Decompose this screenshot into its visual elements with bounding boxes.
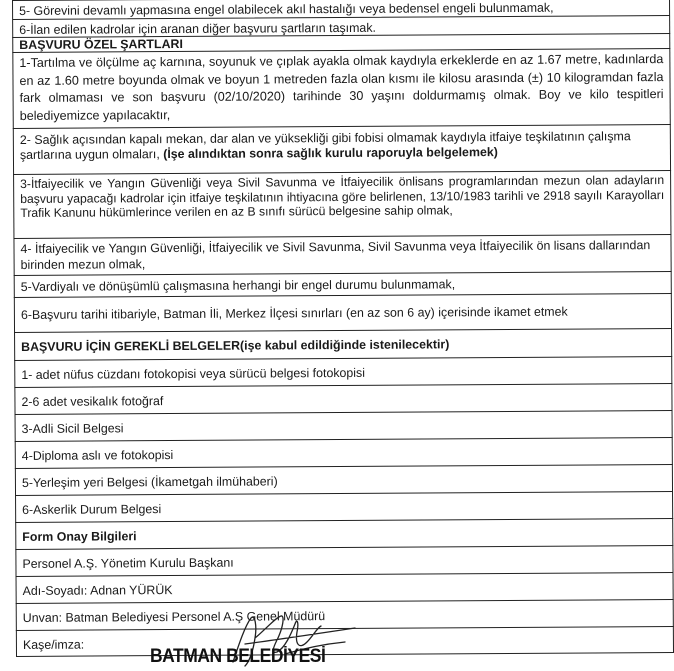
row-text: 4-Diploma aslı ve fotokopisi [21,448,174,463]
document-2-row [14,384,672,415]
row-text: 5-Vardiyalı ve dönüşümlü çalışmasına herhangi bir engel durumu bulunmamak, [20,277,456,294]
section-title: BAŞVURU ÖZEL ŞARTLARI [19,36,183,52]
document-6-row [15,492,673,523]
document-3-row [15,411,673,442]
row-text: 4- İtfaiyecilik ve Yangın Güvenliği, İtfaiyecilik ve Sivil Savunma, Sivil Savunma veya İtfaiyecilik ön lisans dallarından birinden mezun olmak, [20,238,651,272]
row-bold-text: (İşe alındıktan sonra sağlık kurulu raporuyla belgelemek) [163,145,498,162]
document-table [12,0,674,657]
document-4-row [15,438,673,469]
row-text: Kaşe/imza: [22,637,85,652]
row-text: Personel A.Ş. Yönetim Kurulu Başkanı [22,555,234,571]
row-text: 3-İtfaiyecilik ve Yangın Güvenliği veya Sivil Savunma ve İtfaiyecilik önlisans programlarından mezun olan adayların başvuru yapacağı kadrolar için itfaiye teşkilatının ihtiyacına göre belirlenen, 13/10/1983 tarihli ve 2918 sayılı Karayolları Trafik Kanunu hükümlerince verilen en az B sınıfı sürücü belgesine sahip olmak, [20,173,665,220]
row-text: 5-Yerleşim yeri Belgesi (İkametgah ilmühaberi) [21,474,278,490]
row-text: 6-İlan edilen kadrolar için aranan diğer başvuru şartların taşımak. [19,20,376,37]
row-text: Unvan: Batman Belediyesi Personel A.Ş Genel Müdürü [22,609,326,625]
row-text: Adı-Soyadı: Adnan YÜRÜK [22,583,173,598]
section-title: Form Onay Bilgileri [22,529,137,544]
row-text: 2- Sağlık açısından kapalı mekan, dar alan ve yüksekliği gibi fobisi olmamak kaydıyla itfaiye teşkilatının çalışma şartlarına uygun olmaları, [19,129,631,162]
row-text: 3-Adli Sicil Belgesi [21,421,124,436]
special-condition-4-row [13,235,671,276]
row-text: 1-Tartılma ve ölçülme aç karnına, soyunuk ve çıplak ayakla olmak kaydıyla erkeklerde en az 1.67 metre, kadınlarda en az 1.60 metre boyunda olmak ve boyun 1 metreden fazla olan kısmı ile kilosu arasında (±) 10 kilogramdan fazla fark olmaması ve son başvuru (02/10/2020) tarihinde 30 yaşını doldurmamış olmak. Boy ve kilo tespitleri belediyemizce yapılacaktır, [19,52,664,123]
special-condition-1-row [12,49,670,129]
municipality-stamp: BATMAN BELEDİYESİ [150,646,326,667]
row-text: 5- Görevini devamlı yapmasına engel olabilecek akıl hastalığı veya bedensel engeli bulunmamak, [19,0,554,18]
special-condition-3-row [13,171,671,239]
approver-title-row [15,546,673,577]
special-condition-2-row [13,125,671,175]
required-documents-heading [14,329,672,361]
special-condition-6-row [14,294,672,333]
approver-name-row [16,573,674,604]
row-text: 2-6 adet vesikalık fotoğraf [21,394,164,409]
row-text: 6-Başvuru tarihi itibariyle, Batman İli, Merkez İlçesi sınırları (en az son 6 ay) içerisinde ikamet etmek [20,304,568,322]
form-approval-heading [15,519,673,550]
row-text: 1- adet nüfus cüzdanı fotokopisi veya sürücü belgesi fotokopisi [21,365,366,382]
section-title: BAŞVURU İÇİN GEREKLİ BELGELER(işe kabul edildiğinde istenilecektir) [21,337,450,354]
document-1-row [14,357,672,388]
document-5-row [15,465,673,496]
row-text: 6-Askerlik Durum Belgesi [22,502,162,517]
